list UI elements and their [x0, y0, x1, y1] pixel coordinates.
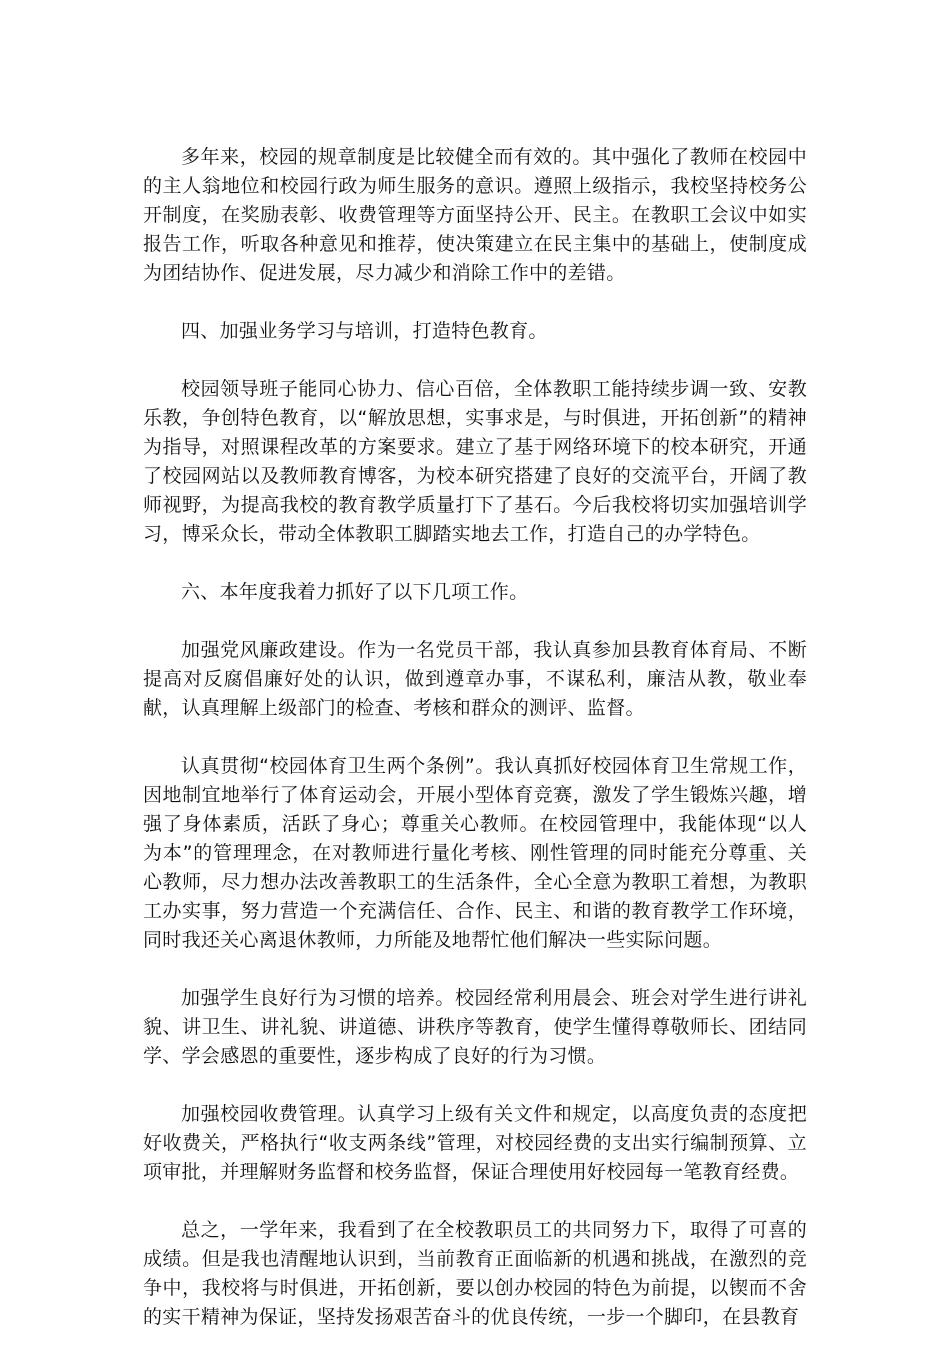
paragraph-fee-management: 加强校园收费管理。认真学习上级有关文件和规定，以高度负责的态度把好收费关，严格执行“收支两条线”管理，对校园经费的支出实行编制预算、立项审批，并理解财务监督和校务监督，保证合理使用好校园每一笔教育经费。 [143, 1103, 807, 1183]
paragraph-leadership-team: 校园领导班子能同心协力、信心百倍，全体教职工能持续步调一致、安教乐教，争创特色教育，以“解放思想，实事求是，与时俱进，开拓创新”的精神为指导，对照课程改革的方案要求。建立了基于网络环境下的校本研究，开通了校园网站以及教师教育博客，为校本研究搭建了良好的交流平台，开阔了教师视野，为提高我校的教育教学质量打下了基石。今后我校将切实加强培训学习，博采众长，带动全体教职工脚踏实地去工作，打造自己的办学特色。 [143, 378, 807, 545]
section-heading-training: 四、加强业务学习与培训，打造特色教育。 [181, 320, 548, 342]
paragraph-school-rules: 多年来，校园的规章制度是比较健全而有效的。其中强化了教师在校园中的主人翁地位和校园行政为师生服务的意识。遵照上级指示，我校坚持校务公开制度，在奖励表彰、收费管理等方面坚持公开、民主。在教职工会议中如实报告工作，听取各种意见和推荐，使决策建立在民主集中的基础上，使制度成为团结协作、促进发展，尽力减少和消除工作中的差错。 [143, 146, 807, 284]
section-heading-annual-work: 六、本年度我着力抓好了以下几项工作。 [181, 581, 529, 603]
paragraph-sports-health: 认真贯彻“校园体育卫生两个条例”。我认真抓好校园体育卫生常规工作，因地制宜地举行了体育运动会，开展小型体育竞赛，激发了学生锻炼兴趣，增强了身体素质，活跃了身心；尊重关心教师。在校园管理中，我能体现“以人为本”的管理理念，在对教师进行量化考核、刚性管理的同时能充分尊重、关心教师，尽力想办法改善教职工的生活条件，全心全意为教职工着想，为教职工办实事，努力营造一个充满信任、合作、民主、和谐的教育教学工作环境，同时我还关心离退休教师，力所能及地帮忙他们解决一些实际问题。 [143, 755, 807, 951]
paragraph-student-habits: 加强学生良好行为习惯的培养。校园经常利用晨会、班会对学生进行讲礼貌、讲卫生、讲礼貌、讲道德、讲秩序等教育，使学生懂得尊敬师长、团结同学、学会感恩的重要性，逐步构成了良好的行为习惯。 [143, 987, 807, 1067]
paragraph-summary: 总之，一学年来，我看到了在全校教职员工的共同努力下，取得了可喜的成绩。但是我也清醒地认识到，当前教育正面临新的机遇和挑战，在激烈的竞争中，我校将与时俱进，开拓创新，要以创办校园的特色为前提，以锲而不舍的实干精神为保证，坚持发扬艰苦奋斗的优良传统，一步一个脚印，在县教育 [143, 1219, 807, 1328]
document-page [143, 143, 807, 1361]
paragraph-party-conduct: 加强党风廉政建设。作为一名党员干部，我认真参加县教育体育局、不断提高对反腐倡廉好处的认识，做到遵章办事，不谋私利，廉洁从教，敬业奉献，认真理解上级部门的检查、考核和群众的测评、监督。 [143, 639, 807, 719]
